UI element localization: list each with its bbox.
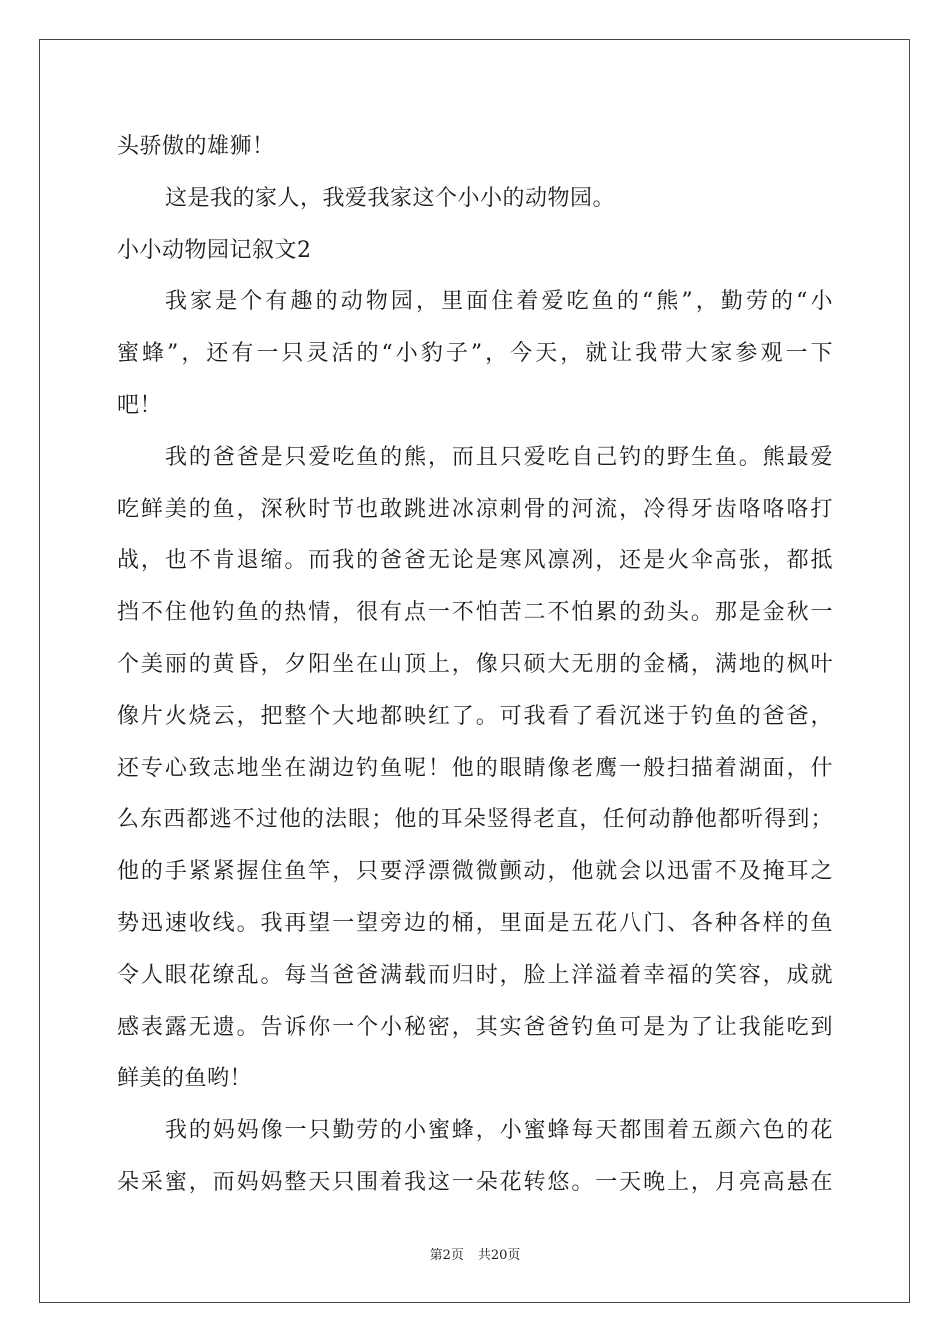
text-line: 我的妈妈像一只勤劳的小蜜蜂，小蜜蜂每天都围着五颜六色的花 xyxy=(165,1118,833,1144)
text-line: 吃鲜美的鱼，深秋时节也敢跳进冰凉刺骨的河流，冷得牙齿咯咯咯打 xyxy=(117,496,833,522)
text-line: 挡不住他钓鱼的热情，很有点一不怕苦二不怕累的劲头。那是金秋一 xyxy=(117,600,833,626)
text-line: 令人眼花缭乱。每当爸爸满载而归时，脸上洋溢着幸福的笑容，成就 xyxy=(117,962,833,988)
text-line: 像片火烧云，把整个大地都映红了。可我看了看沉迷于钓鱼的爸爸， xyxy=(117,703,833,729)
text-line: 他的手紧紧握住鱼竿，只要浮漂微微颤动，他就会以迅雷不及掩耳之 xyxy=(117,859,833,885)
text-line: 头骄傲的雄狮！ xyxy=(117,134,275,159)
text-line: 势迅速收线。我再望一望旁边的桶，里面是五花八门、各种各样的鱼 xyxy=(117,910,833,936)
page-footer xyxy=(0,1244,950,1263)
text-line: 朵采蜜，而妈妈整天只围着我这一朵花转悠。一天晚上，月亮高悬在 xyxy=(117,1169,833,1195)
page-number-total: 共20页 xyxy=(477,1248,521,1263)
text-line: 这是我的家人，我爱我家这个小小的动物园。 xyxy=(165,185,616,211)
text-line: 吧！ xyxy=(117,392,163,418)
text-line: 小小动物园记叙文2 xyxy=(117,237,312,263)
text-line: 个美丽的黄昏，夕阳坐在山顶上，像只硕大无朋的金橘，满地的枫叶 xyxy=(117,651,833,677)
text-line: 鲜美的鱼哟！ xyxy=(117,1066,253,1092)
text-line: 感表露无遗。告诉你一个小秘密，其实爸爸钓鱼可是为了让我能吃到 xyxy=(117,1014,833,1040)
text-line: 我的爸爸是只爱吃鱼的熊，而且只爱吃自己钓的野生鱼。熊最爱 xyxy=(165,444,833,470)
text-line: 么东西都逃不过他的法眼；他的耳朵竖得老直，任何动静他都听得到； xyxy=(117,807,833,833)
text-line: 我家是个有趣的动物园，里面住着爱吃鱼的“熊”，勤劳的“小 xyxy=(165,289,833,315)
text-line: 还专心致志地坐在湖边钓鱼呢！他的眼睛像老鹰一般扫描着湖面，什 xyxy=(117,755,833,781)
page-number-current: 第2页 xyxy=(429,1248,464,1263)
document-body xyxy=(117,128,833,1216)
text-line: 战，也不肯退缩。而我的爸爸无论是寒风凛冽，还是火伞高张，都抵 xyxy=(117,548,833,574)
text-line: 蜜蜂”，还有一只灵活的“小豹子”，今天，就让我带大家参观一下 xyxy=(117,341,833,367)
